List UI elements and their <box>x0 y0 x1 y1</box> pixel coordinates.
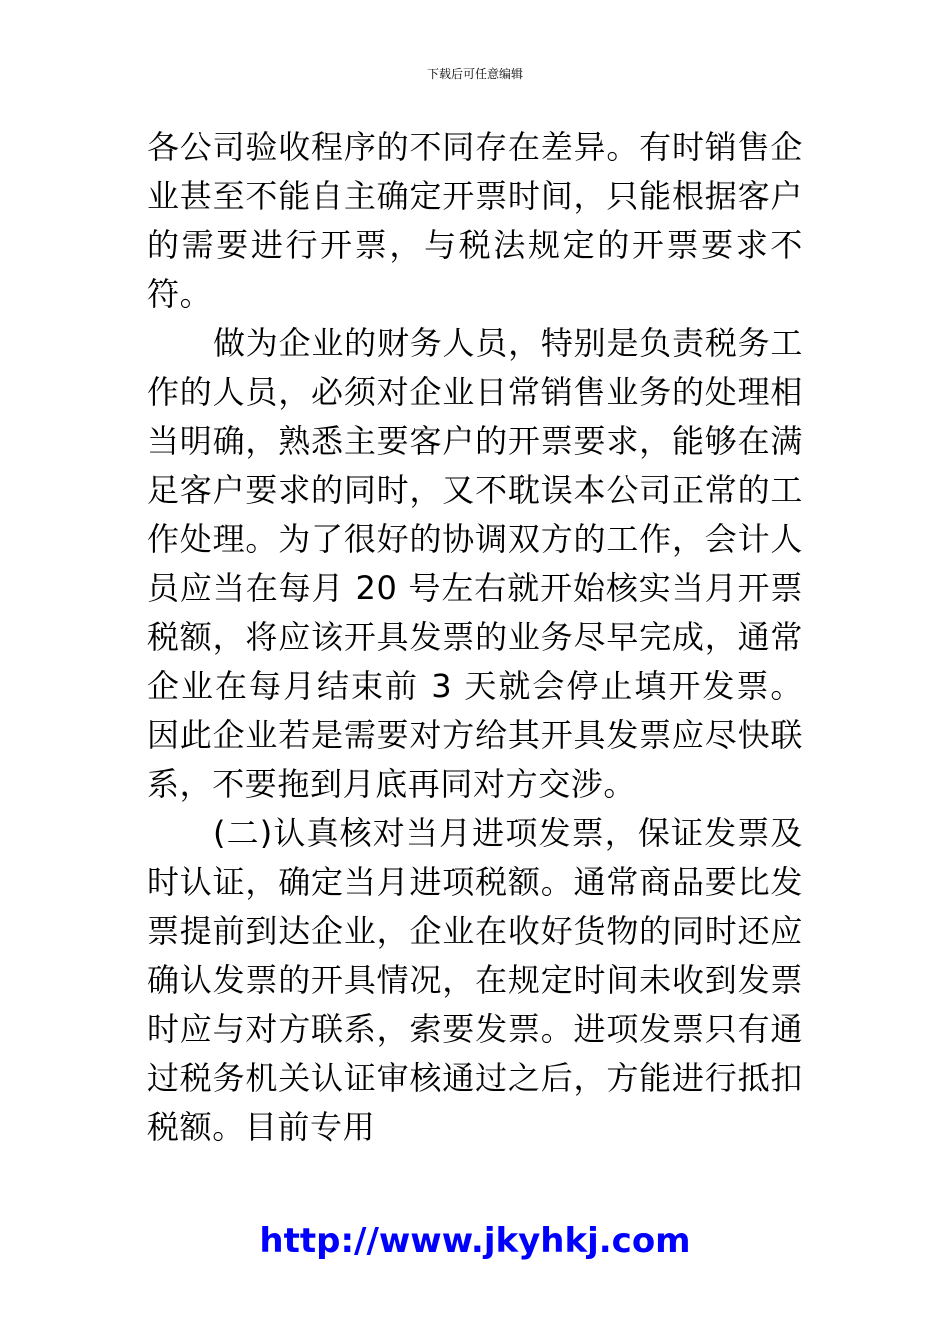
page-header-note: 下载后可任意编辑 <box>426 67 523 81</box>
paragraph-invoicing-timing: 做为企业的财务人员，特别是负责税务工作的人员，必须对企业日常销售业务的处理相当明确，熟悉主要客户的开票要求，能够在满足客户要求的同时，又不耽误本公司正常的工作处理。为了很好的协调双方的工作，会计人员应当在每月 20 号左右就开始核实当月开票税额，将应该开具发票的业务尽早完成，通常企业在每月结束前 3 天就会停止填开发票。因此企业若是需要对方给其开具发票应尽快联系，不要拖到月底再同对方交涉。 <box>147 324 803 803</box>
paragraph-continuation: 各公司验收程序的不同存在差异。有时销售企业甚至不能自主确定开票时间，只能根据客户的需要进行开票，与税法规定的开票要求不符。 <box>147 128 803 313</box>
paragraph-input-invoices: (二)认真核对当月进项发票，保证发票及时认证，确定当月进项税额。通常商品要比发票提前到达企业，企业在收好货物的同时还应确认发票的开具情况，在规定时间未收到发票时应与对方联系，索要发票。进项发票只有通过税务机关认证审核通过之后，方能进行抵扣税额。目前专用 <box>147 814 803 1146</box>
website-link[interactable]: http://www.jkyhkj.com <box>259 1221 691 1261</box>
document-body <box>147 123 803 1152</box>
